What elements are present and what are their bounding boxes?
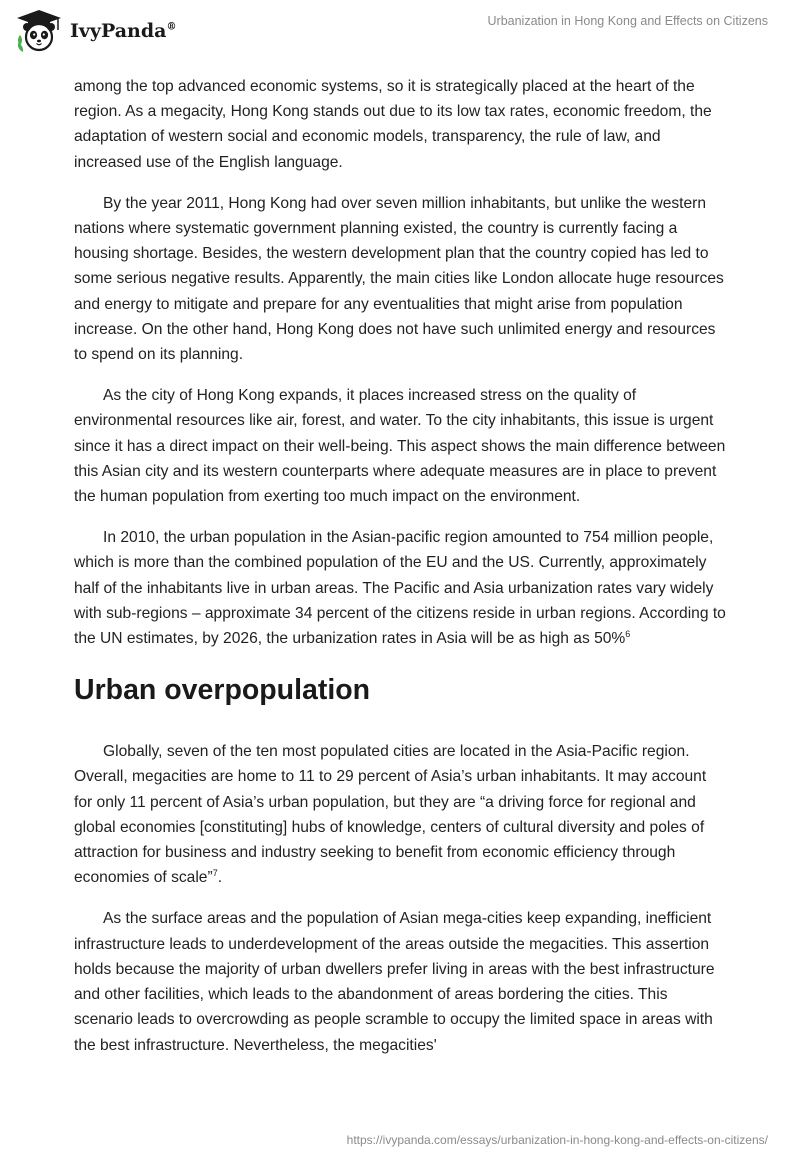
section-heading-urban-overpopulation: Urban overpopulation [74,674,371,707]
footnote-ref-7[interactable]: 7 [212,868,218,879]
paragraph-3: As the city of Hong Kong expands, it places increased stress on the quality of environmental resources like air, forest, and water. To the city inhabitants, this issue is urgent since it has a direct impact on their well-being. This aspect shows the main difference between this Asian city and its western counterparts where adequate measures are in place to prevent the human population from exerting too much impact on the environment. [74,387,726,506]
panda-graduate-icon [14,8,64,54]
paragraph-5-text: Globally, seven of the ten most populated cities are located in the Asia-Pacific region. Overall, megacities are home to 11 to 29 percent of Asia’s urban inhabitants. It may account for only 11 percent of Asia’s urban population, but they are “a driving force for regional and global economies [constituting] hubs of knowledge, centers of cultural diversity and poles of attraction for business and industry seeking to benefit from economic efficiency through economies of scale” [74,743,707,887]
paragraph-6: As the surface areas and the population of Asian mega-cities keep expanding, inefficient infrastructure leads to underdevelopment of the areas outside the megacities. This assertion holds because the majority of urban dwellers prefer living in areas with the best infrastructure and other facilities, which leads to the abandonment of areas bordering the cities. This scenario leads to overcrowding as people scramble to occupy the limited space in areas with the best infrastructure. Nevertheless, the megacities' [74,910,715,1054]
registered-mark: ® [166,21,177,33]
document-title: Urbanization in Hong Kong and Effects on Citizens [487,14,768,28]
footnote-ref-6[interactable]: 6 [625,628,631,639]
essay-body [74,74,728,1058]
brand-name: IvyPanda® [70,20,177,42]
paragraph-4 [74,525,728,651]
paragraph-4-text: In 2010, the urban population in the Asian-pacific region amounted to 754 million people, which is more than the combined population of the EU and the US. Currently, approximately half of the inhabitants live in urban areas. The Pacific and Asia urbanization rates vary widely with sub-regions – approximate 34 percent of the citizens reside in urban regions. According to the UN estimates, by 2026, the urbanization rates in Asia will be as high as 50% [74,529,726,648]
paragraph-2: By the year 2011, Hong Kong had over seven million inhabitants, but unlike the western nations where systematic government planning existed, the country is currently facing a housing shortage. Besides, the western development plan that the country copied has led to some serious negative results. Apparently, the main cities like London allocate huge resources and energy to mitigate and prepare for any eventualities that might arise from population increase. On the other hand, Hong Kong does not have such unlimited energy and resources to spend on its planning. [74,194,724,364]
page-header [0,0,800,60]
paragraph-5-end: . [217,869,223,887]
paragraph-5 [74,739,728,890]
source-url-link[interactable]: https://ivypanda.com/essays/urbanization-in-hong-kong-and-effects-on-citizens/ [346,1133,768,1147]
paragraph-1: among the top advanced economic systems, so it is strategically placed at the heart of the region. As a megacity, Hong Kong stands out due to its low tax rates, economic freedom, the adaptation of western social and economic models, transparency, the rule of law, and increased use of the English language. [74,78,712,171]
ivypanda-logo[interactable] [14,8,176,54]
